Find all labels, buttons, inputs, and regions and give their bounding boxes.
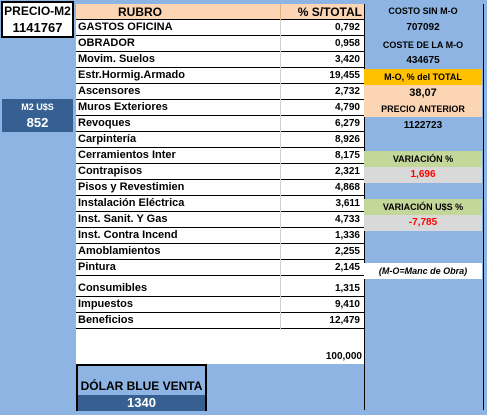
row-value: 2,732	[334, 86, 360, 97]
m2-usd-value: 852	[26, 115, 49, 130]
table-header	[76, 4, 364, 20]
m2-usd-box	[2, 99, 73, 132]
row-value: 6,279	[334, 118, 360, 129]
variacion-usd-label: VARIACIÓN U$S %	[364, 199, 482, 215]
row-label: Carpintería	[78, 133, 137, 145]
row-label: Inst. Contra Incend	[78, 229, 178, 241]
row-label: Instalación Eléctrica	[78, 197, 185, 209]
row-value: 9,410	[334, 299, 360, 310]
precio-m2-value: 1141767	[12, 20, 63, 35]
precio-m2-label: PRECIO-M2	[4, 4, 71, 18]
row-value: 2,145	[334, 262, 360, 273]
row-value: 3,611	[335, 198, 360, 209]
row-label: OBRADOR	[78, 37, 135, 49]
row-value: 12,479	[329, 315, 360, 326]
row-value: 2,321	[334, 166, 360, 177]
row-label: Movim. Suelos	[78, 53, 156, 65]
row-value: 4,790	[334, 102, 360, 113]
precio-anterior-value: 1122723	[403, 120, 443, 131]
row-label: Pisos y Revestimien	[78, 181, 185, 193]
row-value: 2,255	[334, 246, 360, 257]
dolar-value: 1340	[78, 395, 205, 411]
row-label: Beneficios	[78, 314, 134, 326]
row-label: Revoques	[78, 117, 131, 129]
coste-mo-value: 434675	[406, 55, 440, 66]
pct-header: % S/TOTAL	[297, 5, 362, 19]
row-label: Cerramientos Inter	[78, 149, 176, 161]
rubro-header: RUBRO	[118, 5, 162, 19]
row-value: 3,420	[334, 54, 360, 65]
row-label: GASTOS OFICINA	[78, 21, 173, 33]
dolar-box	[76, 364, 207, 411]
row-label: Muros Exteriores	[78, 101, 168, 113]
mo-pct-label: M-O, % del TOTAL	[364, 69, 482, 85]
variacion-usd-value: -7,785	[364, 215, 482, 231]
row-value: 1,315	[334, 283, 360, 294]
row-label: Inst. Sanit. Y Gas	[78, 213, 168, 225]
variacion-label: VARIACIÓN %	[364, 151, 482, 167]
row-label: Pintura	[78, 261, 116, 273]
dolar-label: DÓLAR BLUE VENTA	[80, 379, 203, 393]
mo-note: (M-O=Manc de Obra)	[364, 263, 482, 279]
row-value: 8,926	[334, 134, 360, 145]
m2-usd-label: M2 U$S	[21, 102, 54, 112]
mo-pct-value: 38,07	[364, 85, 482, 101]
row-label: Ascensores	[78, 85, 141, 97]
row-value: 19,455	[329, 70, 360, 81]
costo-sin-mo-value: 707092	[406, 22, 440, 33]
row-label: Impuestos	[78, 298, 134, 310]
precio-m2-box	[1, 1, 74, 38]
coste-mo-label: COSTE DE LA M-O	[382, 40, 464, 50]
value-column-divider	[280, 20, 281, 330]
row-value: 4,868	[334, 182, 360, 193]
total-value: 100,000	[325, 351, 362, 362]
row-label: Estr.Hormig.Armado	[78, 69, 185, 81]
row-value: 4,733	[334, 214, 360, 225]
column-divider	[280, 4, 281, 20]
row-value: 8,175	[334, 150, 360, 161]
row-value: 1,336	[334, 230, 360, 241]
row-value: 0,958	[334, 38, 360, 49]
precio-anterior-label: PRECIO ANTERIOR	[364, 101, 482, 117]
row-label: Amoblamientos	[78, 245, 161, 257]
variacion-value: 1,696	[364, 167, 482, 183]
row-label: Contrapisos	[78, 165, 143, 177]
costo-sin-mo-label: COSTO SIN M-O	[388, 6, 458, 16]
row-label: Consumibles	[78, 282, 148, 294]
row-value: 0,792	[334, 22, 360, 33]
